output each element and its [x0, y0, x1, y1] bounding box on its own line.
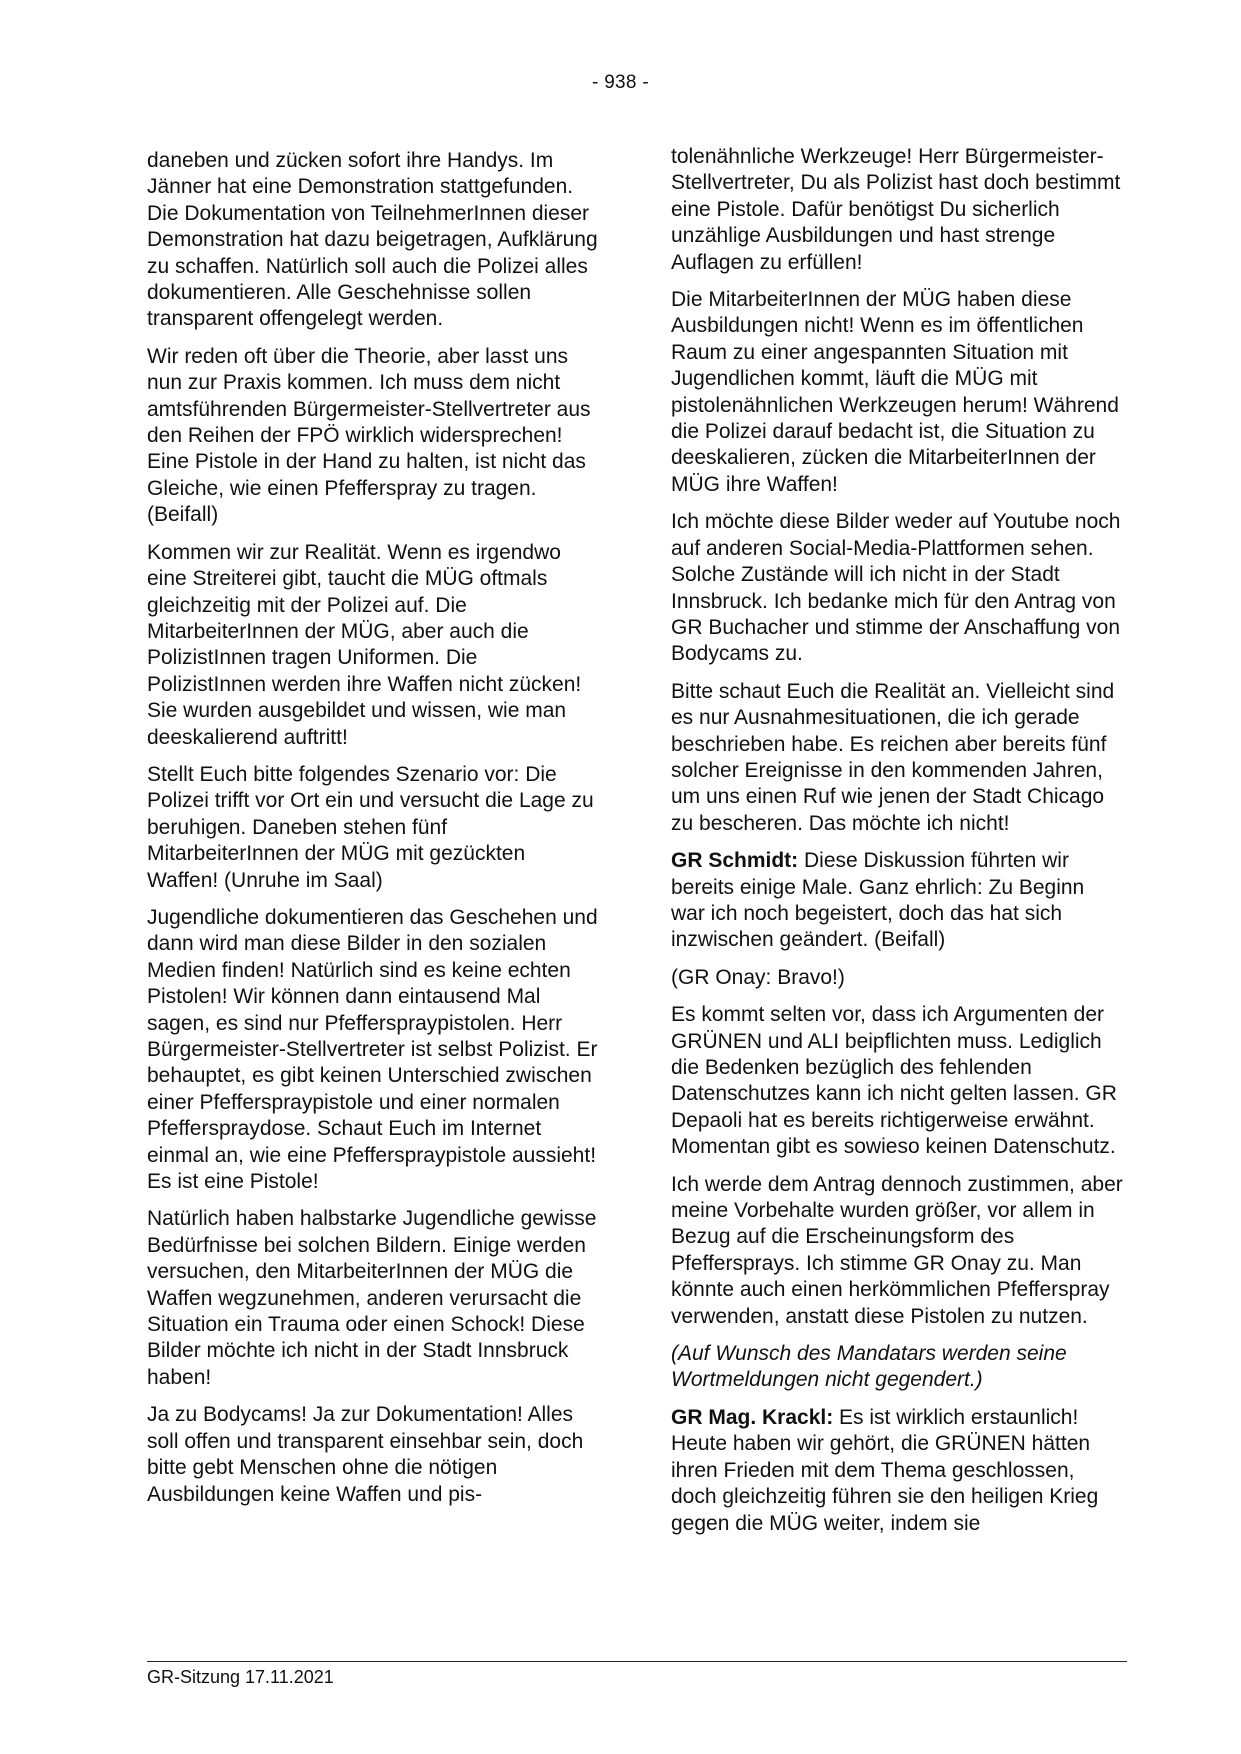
paragraph: Ich werde dem Antrag dennoch zustimmen, aber meine Vorbehalte wurden größer, vor allem in Bezug auf die Erscheinungsform des Pfeffersprays. Ich stimme GR Onay zu. Man könnte auch einen herkömmlichen Pfefferspray verwenden, anstatt diese Pistolen zu nutzen. — [671, 1172, 1123, 1328]
speaker-name: GR Schmidt: — [671, 849, 799, 873]
paragraph: tolenähnliche Werkzeuge! Herr Bürgermeister-Stellvertreter, Du als Polizist hast doch bestimmt eine Pistole. Dafür benötigst Du sicherlich unzählige Ausbildungen und hast strenge Auflagen zu erfüllen! — [671, 145, 1121, 274]
speech-paragraph — [671, 1405, 1123, 1537]
page-number: - 938 - — [591, 72, 649, 93]
paragraph: Die MitarbeiterInnen der MÜG haben diese Ausbildungen nicht! Wenn es im öffentlichen Raum zu einer angespannten Situation mit Jugendlichen kommt, läuft die MÜG mit pistolenähnlichen Werkzeugen herum! Während die Polizei darauf bedacht ist, die Situation zu deeskalieren, zücken die MitarbeiterInnen der MÜG ihre Waffen! — [671, 288, 1119, 496]
footer-session-date: GR-Sitzung 17.11.2021 — [147, 1667, 334, 1687]
paragraph: Stellt Euch bitte folgendes Szenario vor: Die Polizei trifft vor Ort ein und versucht die Lage zu beruhigen. Daneben stehen fünf MitarbeiterInnen der MÜG mit gezückten Waffen! (Unruhe im Saal) — [147, 762, 594, 892]
paragraph: Bitte schaut Euch die Realität an. Vielleicht sind es nur Ausnahmesituationen, die ich gerade beschrieben habe. Es reichen aber bereits fünf solcher Ereignisse in den kommenden Jahren, um uns einen Ruf wie jenen der Stadt Chicago zu bescheren. Das möchte ich nicht! — [671, 679, 1115, 835]
footer-divider — [147, 1661, 1127, 1662]
left-column — [147, 148, 599, 1519]
right-column — [671, 144, 1123, 1548]
paragraph: Wir reden oft über die Theorie, aber lasst uns nun zur Praxis kommen. Ich muss dem nicht amtsführenden Bürgermeister-Stellvertreter aus den Reihen der FPÖ wirklich widersprechen! Eine Pistole in der Hand zu halten, ist nicht das Gleiche, wie einen Pfefferspray zu tragen. (Beifall) — [147, 344, 591, 527]
paragraph: Ich möchte diese Bilder weder auf Youtube noch auf anderen Social-Media-Plattformen sehen. Solche Zustände will ich nicht in der Stadt Innsbruck. Ich bedanke mich für den Antrag von GR Buchacher und stimme der Anschaffung von Bodycams zu. — [671, 510, 1121, 666]
speaker-name: GR Mag. Krackl: — [671, 1405, 834, 1429]
speech-paragraph — [671, 848, 1123, 954]
paragraph: Natürlich haben halbstarke Jugendliche gewisse Bedürfnisse bei solchen Bildern. Einige werden versuchen, den MitarbeiterInnen der MÜG die Waffen wegzunehmen, anderen verursacht die Situation ein Trauma oder einen Schock! Diese Bilder möchte ich nicht in der Stadt Innsbruck haben! — [147, 1207, 597, 1389]
speech-text: Diese Diskussion führten wir bereits einige Male. Ganz ehrlich: Zu Beginn war ich noch begeistert, doch das hat sich inzwischen geändert. (Beifall) — [671, 849, 1085, 952]
speech-text: Es ist wirklich erstaunlich! Heute haben wir gehört, die GRÜNEN hätten ihren Frieden mit dem Thema geschlossen, doch gleichzeitig führen sie den heiligen Krieg gegen die MÜG weiter, indem sie — [671, 1405, 1099, 1535]
paragraph: Ja zu Bodycams! Ja zur Dokumentation! Alles soll offen und transparent einsehbar sein, doch bitte gebt Menschen ohne die nötigen Ausbildungen keine Waffen und pis- — [147, 1403, 584, 1506]
paragraph: Kommen wir zur Realität. Wenn es irgendwo eine Streiterei gibt, taucht die MÜG oftmals gleichzeitig mit der Polizei auf. Die MitarbeiterInnen der MÜG, aber auch die PolizistInnen tragen Uniformen. Die PolizistInnen werden ihre Waffen nicht zücken! Sie wurden ausgebildet und wissen, wie man deeskalierend auftritt! — [147, 540, 582, 749]
paragraph: daneben und zücken sofort ihre Handys. Im Jänner hat eine Demonstration stattgefunden. Die Dokumentation von TeilnehmerInnen dieser Demonstration hat dazu beigetragen, Aufklärung zu schaffen. Natürlich soll auch die Polizei alles dokumentieren. Alle Geschehnisse sollen transparent offengelegt werden. — [147, 149, 598, 331]
paragraph: Es kommt selten vor, dass ich Argumenten der GRÜNEN und ALI beipflichten muss. Lediglich die Bedenken bezüglich des fehlenden Datenschutzes kann ich nicht gelten lassen. GR Depaoli hat es bereits richtigerweise erwähnt. Momentan gibt es sowieso keinen Datenschutz. — [671, 1003, 1117, 1159]
interjection: (GR Onay: Bravo!) — [671, 965, 845, 989]
paragraph: Jugendliche dokumentieren das Geschehen und dann wird man diese Bilder in den sozialen Medien finden! Natürlich sind es keine echten Pistolen! Wir können dann eintausend Mal sagen, es sind nur Pfefferspraypistolen. Herr Bürgermeister-Stellvertreter ist selbst Polizist. Er behauptet, es gibt keinen Unterschied zwischen einer Pfefferspraypistole und einer normalen Pfefferspraydose. Schaut Euch im Internet einmal an, wie eine Pfefferspraypistole aussieht! Es ist eine Pistole! — [147, 905, 598, 1194]
editorial-note: (Auf Wunsch des Mandatars werden seine Wortmeldungen nicht gegendert.) — [671, 1342, 1067, 1392]
